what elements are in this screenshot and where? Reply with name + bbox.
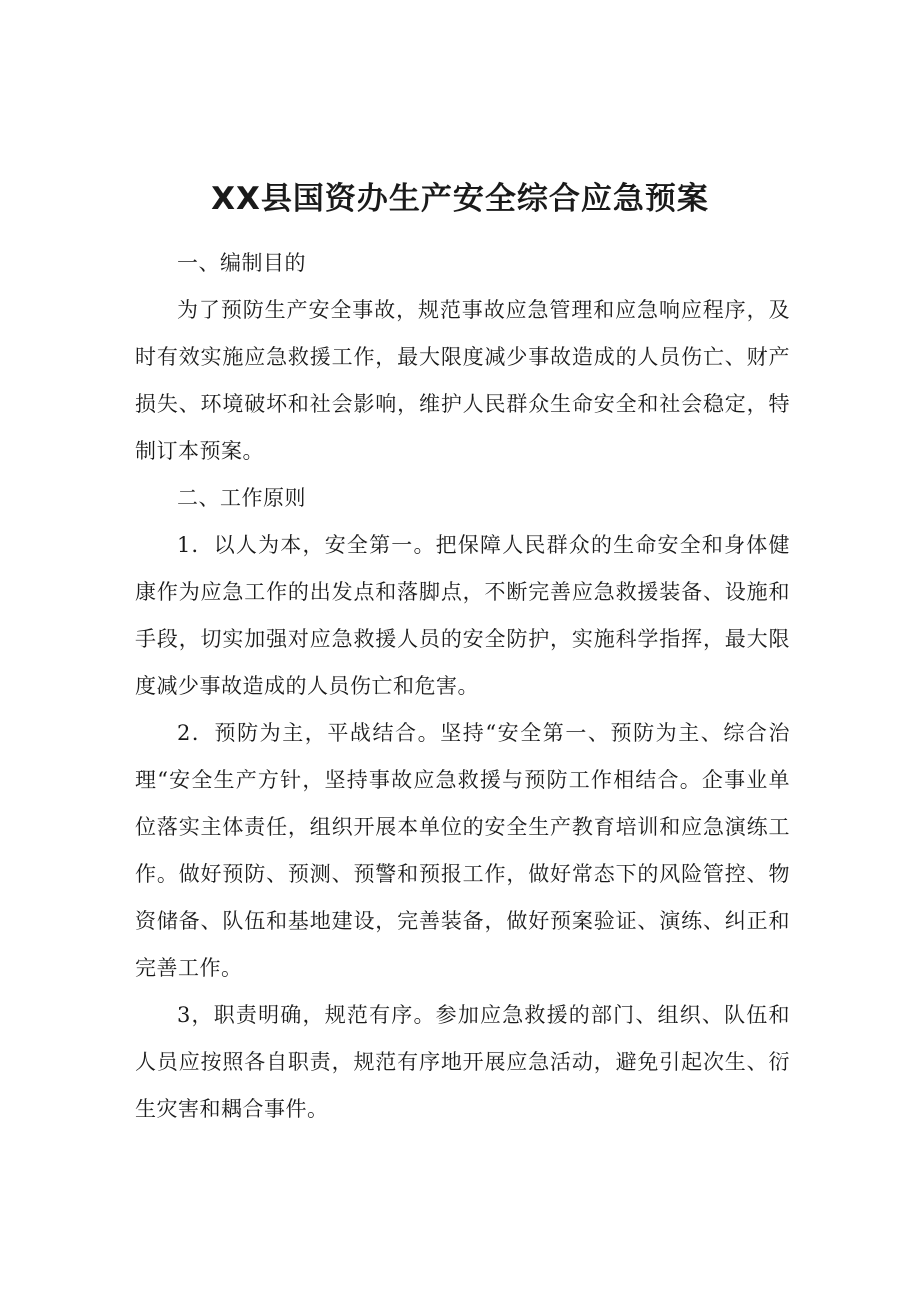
paragraph-principle-2: 2．预防为主，平战结合。坚持“安全第一、预防为主、综合治理“安全生产方针，坚持事故应急救援与预防工作相结合。企事业单位落实主体责任，组织开展本单位的安全生产教育培训和应急演练工作。做好预防、预测、预警和预报工作，做好常态下的风险管控、物资储备、队伍和基地建设，完善装备，做好预案验证、演练、纠正和完善工作。 bbox=[135, 721, 790, 980]
document-title: XX县国资办生产安全综合应急预案 bbox=[211, 181, 709, 217]
paragraph-principle-1: 1．以人为本，安全第一。把保障人民群众的生命安全和身体健康作为应急工作的出发点和落脚点，不断完善应急救援装备、设施和手段，切实加强对应急救援人员的安全防护，实施科学指挥，最大限度减少事故造成的人员伤亡和危害。 bbox=[135, 533, 790, 698]
section-heading-purpose: 一、编制目的 bbox=[177, 251, 306, 275]
paragraph-purpose: 为了预防生产安全事故，规范事故应急管理和应急响应程序，及时有效实施应急救援工作，最大限度减少事故造成的人员伤亡、财产损失、环境破坏和社会影响，维护人民群众生命安全和社会稳定，特制订本预案。 bbox=[135, 298, 790, 463]
section-heading-principles: 二、工作原则 bbox=[177, 486, 306, 510]
document-body bbox=[135, 240, 790, 1133]
paragraph-principle-3: 3，职责明确，规范有序。参加应急救援的部门、组织、队伍和人员应按照各自职责，规范有序地开展应急活动，避免引起次生、衍生灾害和耦合事件。 bbox=[135, 1003, 790, 1121]
